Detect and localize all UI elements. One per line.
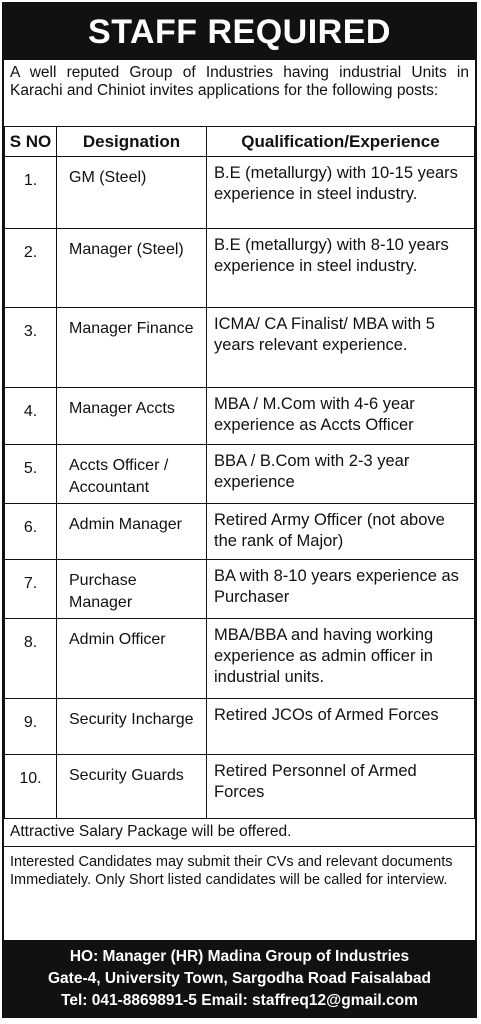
contact-line-address: Gate-4, University Town, Sargodha Road Faisalabad (48, 970, 431, 987)
header-qualification: Qualification/Experience (207, 127, 475, 157)
row-designation: GM (Steel) (57, 157, 207, 229)
contact-line-office: HO: Manager (HR) Madina Group of Industries (69, 948, 410, 965)
row-designation: Purchase Manager (57, 560, 207, 619)
header-sno: S NO (5, 127, 57, 157)
job-advertisement (2, 2, 477, 1018)
table-row (5, 445, 475, 504)
table-row (5, 699, 475, 755)
row-qualification: MBA/BBA and having working experience as admin officer in industrial units. (207, 619, 475, 699)
header-designation: Designation (57, 127, 207, 157)
row-sno: 2. (5, 229, 57, 308)
row-designation: Manager Accts (57, 388, 207, 445)
row-designation: Accts Officer / Accountant (57, 445, 207, 504)
row-sno: 1. (5, 157, 57, 229)
row-sno: 7. (5, 560, 57, 619)
row-qualification: B.E (metallurgy) with 10-15 years experience in steel industry. (207, 157, 475, 229)
row-sno: 6. (5, 504, 57, 560)
posts-table (4, 126, 475, 819)
intro-text: A well reputed Group of Industries having industrial Units in Karachi and Chiniot invites applications for the following posts: (10, 64, 469, 99)
row-sno: 4. (5, 388, 57, 445)
row-qualification: Retired Personnel of Armed Forces (207, 755, 475, 819)
row-designation: Manager (Steel) (57, 229, 207, 308)
row-sno: 9. (5, 699, 57, 755)
row-sno: 8. (5, 619, 57, 699)
row-designation: Manager Finance (57, 308, 207, 388)
contact-line-phone-email: Tel: 041-8869891-5 Email: staffreq12@gmail.com (61, 992, 418, 1009)
row-designation: Admin Officer (57, 619, 207, 699)
row-qualification: B.E (metallurgy) with 8-10 years experience in steel industry. (207, 229, 475, 308)
row-qualification: BA with 8-10 years experience as Purchaser (207, 560, 475, 619)
table-row (5, 560, 475, 619)
ad-title: STAFF REQUIRED (4, 4, 475, 60)
row-qualification: BBA / B.Com with 2-3 year experience (207, 445, 475, 504)
contact-block (4, 940, 475, 1016)
table-row (5, 388, 475, 445)
salary-note: Attractive Salary Package will be offered. (4, 819, 475, 847)
row-qualification: ICMA/ CA Finalist/ MBA with 5 years relevant experience. (207, 308, 475, 388)
row-designation: Security Guards (57, 755, 207, 819)
application-instructions: Interested Candidates may submit their CVs and relevant documents Immediately. Only Short listed candidates will be called for interview. (10, 854, 453, 888)
table-row (5, 504, 475, 560)
table-row (5, 308, 475, 388)
row-sno: 3. (5, 308, 57, 388)
table-row (5, 229, 475, 308)
row-qualification: Retired Army Officer (not above the rank of Major) (207, 504, 475, 560)
row-designation: Security Incharge (57, 699, 207, 755)
table-row (5, 619, 475, 699)
row-sno: 10. (5, 755, 57, 819)
row-sno: 5. (5, 445, 57, 504)
table-row (5, 157, 475, 229)
table-row (5, 755, 475, 819)
row-designation: Admin Manager (57, 504, 207, 560)
row-qualification: Retired JCOs of Armed Forces (207, 699, 475, 755)
row-qualification: MBA / M.Com with 4-6 year experience as Accts Officer (207, 388, 475, 445)
table-header-row (5, 127, 475, 157)
